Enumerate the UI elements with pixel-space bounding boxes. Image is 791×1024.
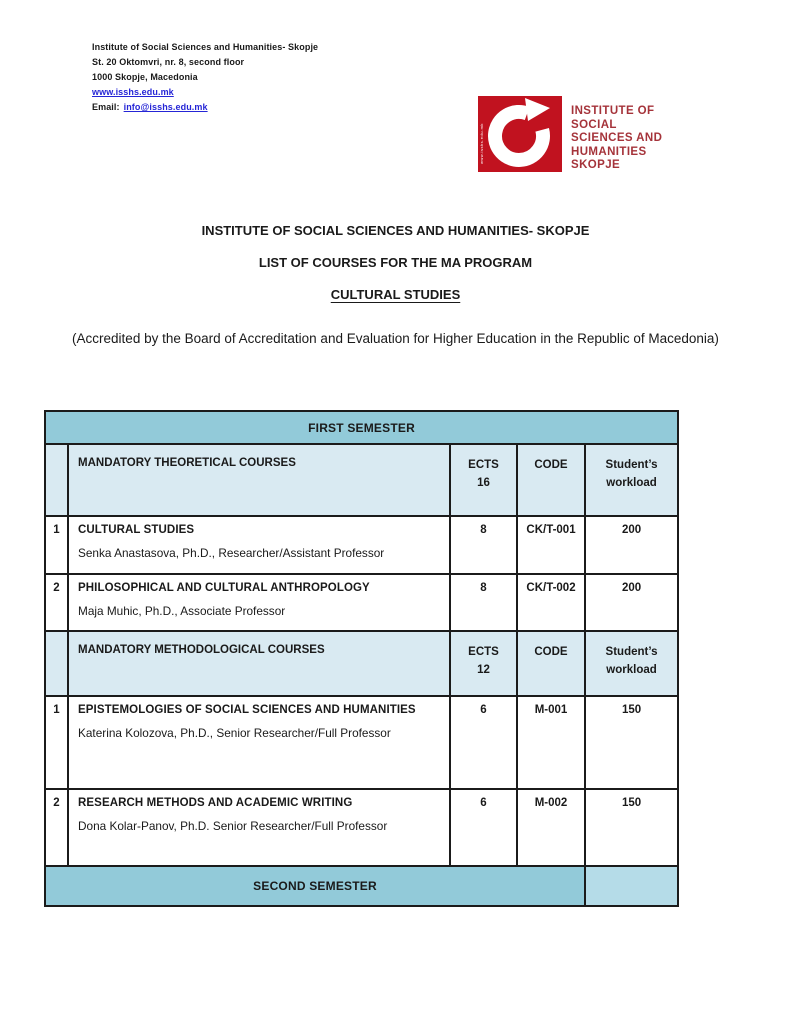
section-header-theoretical (45, 444, 678, 516)
cell-course (68, 574, 450, 631)
course-lecturer: Katerina Kolozova, Ph.D., Senior Researcher/Full Professor (78, 726, 391, 740)
logo-wordmark (571, 105, 662, 173)
document-title-block (0, 222, 791, 318)
ects-label: ECTS (468, 646, 499, 658)
cell-num: 1 (45, 516, 68, 574)
course-row (45, 789, 678, 866)
cell-ects: 6 (450, 696, 517, 789)
doc-title-program: CULTURAL STUDIES (330, 287, 461, 302)
cell-num-blank (45, 631, 68, 696)
ects-header-cell (450, 631, 517, 696)
workload-header-cell: Student’s workload (585, 444, 678, 516)
logo-red-square (478, 96, 562, 172)
logo-line: SCIENCES AND (571, 132, 663, 144)
logo-line: INSTITUTE OF (571, 105, 655, 117)
ects-header-cell (450, 444, 517, 516)
accreditation-note: (Accredited by the Board of Accreditation and Evaluation for Higher Education in the Republic of Macedonia) (72, 331, 719, 346)
doc-title-list: LIST OF COURSES FOR THE MA PROGRAM (258, 255, 533, 270)
course-row (45, 696, 678, 789)
cell-workload: 200 (585, 574, 678, 631)
first-semester-row (45, 411, 678, 444)
cell-ects: 6 (450, 789, 517, 866)
course-title: PHILOSOPHICAL AND CULTURAL ANTHROPOLOGY (78, 582, 370, 594)
section-title: MANDATORY METHODOLOGICAL COURSES (68, 631, 450, 696)
institute-logo (478, 96, 662, 173)
section-title: MANDATORY THEORETICAL COURSES (68, 444, 450, 516)
email-label: Email: (92, 102, 120, 112)
cell-ects: 8 (450, 574, 517, 631)
first-semester-header: FIRST SEMESTER (45, 411, 678, 444)
cell-num-blank (45, 444, 68, 516)
logo-side-text: www.isshs.edu.mk (479, 123, 484, 164)
cell-code: M-001 (517, 696, 585, 789)
institute-address-block (92, 40, 318, 115)
workload-header-cell: Student’s workload (585, 631, 678, 696)
cell-workload: 200 (585, 516, 678, 574)
courses-table (44, 410, 679, 907)
ects-total: 12 (477, 663, 490, 676)
cell-course (68, 516, 450, 574)
logo-line: HUMANITIES (571, 145, 647, 158)
second-semester-corner-cell (585, 866, 678, 906)
institute-street: St. 20 Oktomvri, nr. 8, second floor (92, 57, 245, 67)
course-lecturer: Dona Kolar-Panov, Ph.D. Senior Researcher/Full Professor (78, 819, 388, 833)
logo-swirl-icon (478, 96, 562, 172)
cell-num: 2 (45, 574, 68, 631)
cell-num: 1 (45, 696, 68, 789)
code-header-cell: CODE (517, 444, 585, 516)
cell-ects: 8 (450, 516, 517, 574)
cell-workload: 150 (585, 696, 678, 789)
cell-num: 2 (45, 789, 68, 866)
second-semester-header: SECOND SEMESTER (45, 866, 585, 906)
ects-label: ECTS (468, 459, 499, 471)
course-row (45, 574, 678, 631)
doc-title-institute: INSTITUTE OF SOCIAL SCIENCES AND HUMANITIES- SKOPJE (201, 223, 590, 238)
course-lecturer: Maja Muhic, Ph.D., Associate Professor (78, 604, 286, 618)
cell-course (68, 789, 450, 866)
logo-line: SOCIAL (571, 118, 617, 131)
logo-line: SKOPJE (571, 159, 621, 171)
course-lecturer: Senka Anastasova, Ph.D., Researcher/Assistant Professor (78, 546, 385, 560)
cell-course (68, 696, 450, 789)
cell-code: CK/T-002 (517, 574, 585, 631)
course-title: EPISTEMOLOGIES OF SOCIAL SCIENCES AND HUMANITIES (78, 704, 416, 716)
email-link[interactable]: info@isshs.edu.mk (123, 102, 208, 112)
cell-code: M-002 (517, 789, 585, 866)
course-title: RESEARCH METHODS AND ACADEMIC WRITING (78, 797, 353, 809)
cell-workload: 150 (585, 789, 678, 866)
code-header-cell: CODE (517, 631, 585, 696)
institute-name: Institute of Social Sciences and Humanities- Skopje (92, 42, 319, 52)
course-title: CULTURAL STUDIES (78, 524, 195, 536)
cell-code: CK/T-001 (517, 516, 585, 574)
second-semester-row (45, 866, 678, 906)
section-header-methodological (45, 631, 678, 696)
ects-total: 16 (477, 476, 490, 489)
course-row (45, 516, 678, 574)
website-link[interactable]: www.isshs.edu.mk (92, 87, 174, 97)
institute-city: 1000 Skopje, Macedonia (92, 72, 198, 82)
